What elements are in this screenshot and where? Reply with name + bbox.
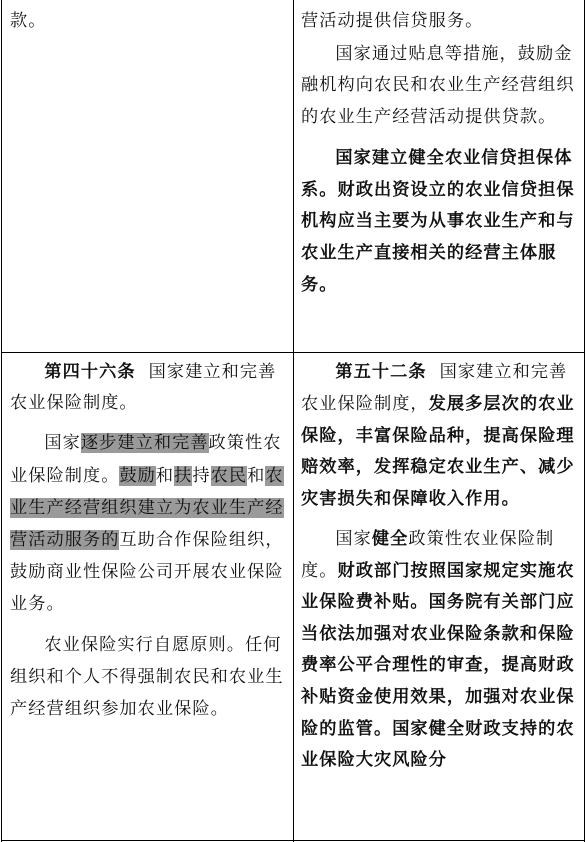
- table-left-border: [1, 0, 2, 842]
- paragraph: [10, 427, 288, 620]
- bold-run: 健全: [371, 528, 409, 549]
- highlighted-run: 鼓励: [119, 465, 156, 486]
- highlighted-run: 逐步建立和完善: [80, 433, 209, 454]
- paragraph: [301, 524, 579, 777]
- text-run: 国家: [44, 433, 81, 454]
- top-right-cell: [301, 6, 579, 302]
- highlighted-run: 扶: [174, 465, 193, 486]
- text-fragment: 营活动提供信贷服务。: [301, 11, 484, 31]
- spacer: [136, 362, 149, 382]
- table-bottom-border: [1, 840, 585, 841]
- text-run: 国家: [335, 528, 372, 549]
- article-heading: 第五十二条: [335, 362, 427, 382]
- highlighted-run: 农民: [210, 465, 248, 486]
- paragraph: [301, 357, 579, 516]
- spacer: [427, 362, 440, 382]
- text-run: 持: [192, 465, 211, 486]
- table-middle-border: [293, 0, 294, 842]
- text-run: 和: [247, 465, 266, 486]
- text-fragment: 款。: [10, 11, 47, 31]
- paragraph: 国家通过贴息等措施，鼓励金融机构向农民和农业生产经营组织的农业生产经营活动提供贷款。: [301, 44, 575, 127]
- paragraph: [10, 357, 288, 419]
- text-run: 政策性农业保险制度。: [301, 528, 555, 581]
- text-run: 国家建立和完善农业保险制度，: [301, 362, 568, 414]
- paragraph: 国家建立健全农业信贷担保体系。财政出资设立的农业信贷担保机构应当主要为从事农业生产和与农业生产直接相关的经营主体服务。: [301, 147, 575, 295]
- highlighted-run: 农业生产经营组织建立为农业生产经营活动服务的: [10, 465, 284, 551]
- bottom-right-cell: [301, 357, 579, 777]
- bold-run: 发展多层次的农业保险，丰富保险品种，提高保险理赔效率，发挥稳定农业生产、减少灾害损失和保障收入作用。: [301, 393, 575, 510]
- text-run: 政策性农业保险制度。: [10, 433, 282, 486]
- table-right-border: [584, 0, 585, 842]
- row-divider: [1, 352, 585, 353]
- text-run: 和: [155, 465, 175, 486]
- bottom-left-cell: [10, 357, 288, 725]
- text-run: 互助合作保险组织，鼓励商业性保险公司开展农业保险业务。: [10, 530, 284, 615]
- bold-run: 财政部门按照国家规定实施农业保险费补贴。国务院有关部门应当依法加强对农业保险条款和保险费率公平合理性的审查，提高财政补贴资金使用效果，加强对农业保险的监管。国家健全财政支持的农业保险大灾风险分: [301, 560, 575, 771]
- article-intro: 国家建立和完善农业保险制度。: [10, 362, 277, 414]
- article-heading: 第四十六条: [44, 362, 136, 382]
- paragraph: 农业保险实行自愿原则。任何组织和个人不得强制农民和农业生产经营组织参加农业保险。: [10, 634, 284, 720]
- top-left-cell: [10, 6, 286, 37]
